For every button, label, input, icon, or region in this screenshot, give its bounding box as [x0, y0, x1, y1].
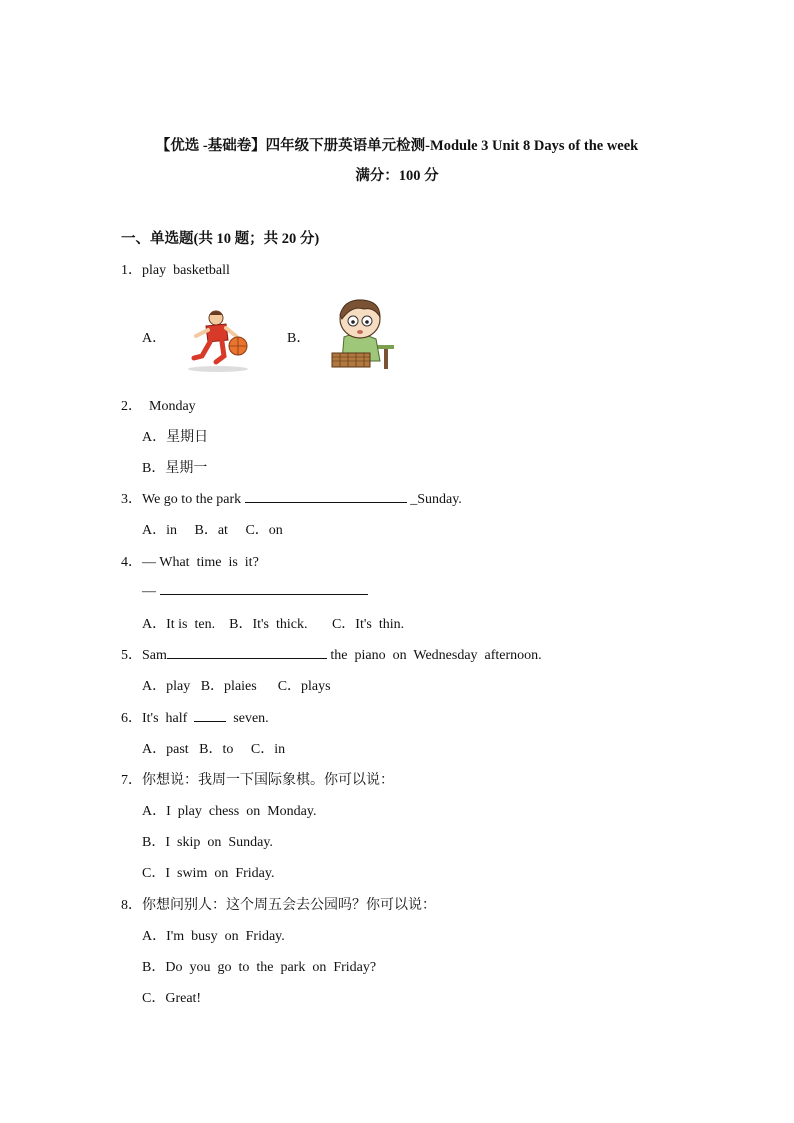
chess-player-image[interactable]: [328, 297, 398, 371]
option-2a[interactable]: A．星期日: [142, 430, 209, 445]
option-7a[interactable]: A．I play chess on Monday.: [142, 804, 317, 819]
page-title: 【优选 -基础卷】四年级下册英语单元检测-Module 3 Unit 8 Days of the week: [155, 138, 639, 154]
option-1b-label[interactable]: B．: [287, 331, 311, 346]
answer-line-4: —: [142, 582, 368, 600]
option-8c[interactable]: C．Great!: [142, 991, 202, 1006]
options-3[interactable]: A．in B．at C．on: [142, 523, 283, 538]
question-3: 3．We go to the park _Sunday.: [121, 492, 462, 507]
option-8a[interactable]: A．I'm busy on Friday.: [142, 929, 285, 944]
option-7c[interactable]: C．I swim on Friday.: [142, 866, 275, 881]
options-4[interactable]: A．It is ten. B．It's thick. C．It's thin.: [142, 617, 405, 632]
answer-blank[interactable]: [160, 582, 368, 595]
section-heading: 一、单选题(共 10 题；共 20 分): [121, 231, 320, 247]
question-6: 6．It's half seven.: [121, 711, 269, 726]
question-1: 1．play basketball: [121, 263, 230, 278]
question-2: 2． Monday: [121, 399, 196, 414]
answer-blank[interactable]: [167, 646, 327, 659]
option-7b[interactable]: B．I skip on Sunday.: [142, 835, 273, 850]
options-5[interactable]: A．play B．plaies C．plays: [142, 679, 331, 694]
question-5: 5．Sam the piano on Wednesday afternoon.: [121, 648, 542, 663]
answer-blank[interactable]: [194, 709, 226, 722]
answer-blank[interactable]: [245, 490, 407, 503]
basketball-player-image[interactable]: [188, 306, 266, 374]
question-4: 4．— What time is it?: [121, 555, 259, 570]
question-7: 7．你想说：我周一下国际象棋。你可以说：: [121, 773, 394, 788]
question-8: 8．你想问别人：这个周五会去公园吗？你可以说：: [121, 898, 436, 913]
total-score: 满分：100 分: [355, 168, 439, 184]
options-6[interactable]: A．past B．to C．in: [142, 742, 286, 757]
option-8b[interactable]: B．Do you go to the park on Friday?: [142, 960, 377, 975]
option-1a-label[interactable]: A．: [142, 331, 167, 346]
option-2b[interactable]: B．星期一: [142, 461, 208, 476]
